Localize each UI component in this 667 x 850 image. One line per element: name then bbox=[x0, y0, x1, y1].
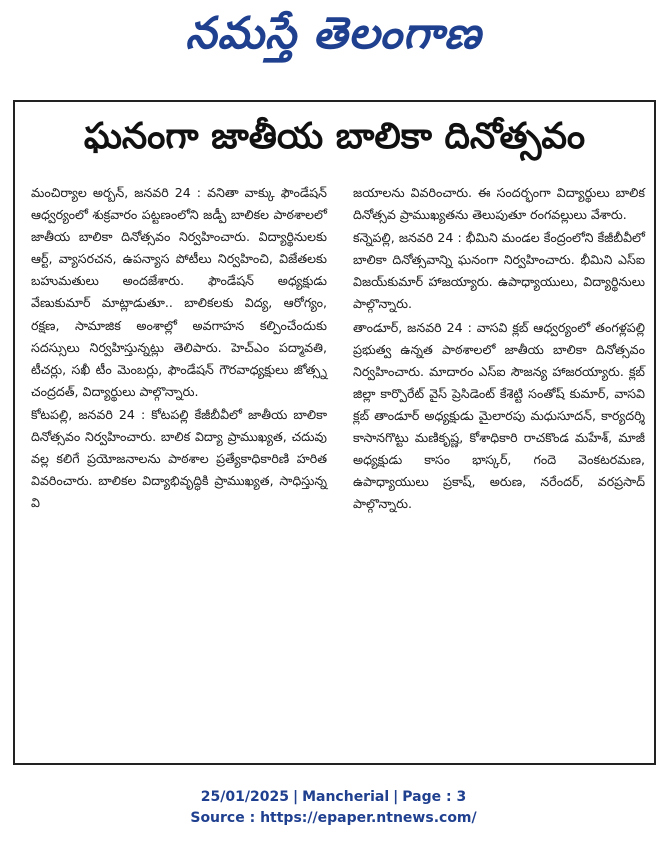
footer-separator: | bbox=[393, 789, 399, 805]
article-left-column bbox=[31, 182, 327, 515]
article-right-column bbox=[353, 182, 645, 516]
footer-date: 25/01/2025 bbox=[200, 789, 289, 805]
paragraph-mancherial: మంచిర్యాల అర్బన్, జనవరి 24 : వనితా వాక్కు ఫౌండేషన్ ఆధ్వర్యంలో శుక్రవారం పట్టణంలోని జడ్పీ బాలికల పాఠశాలలో జాతీయ బాలికా దినోత్సవం నిర్వహించారు. విద్యార్థినులకు ఆర్ట్, వ్యాసరచన, ఉపన్యాస పోటీలు నిర్వహించి, విజేతలకు బహుమతులు అందజేశారు. ఫౌండేషన్ అధ్యక్షుడు వేణుకుమార్ మాట్లాడుతూ.. బాలికలకు విద్య, ఆరోగ్యం, రక్షణ, సామాజిక అంశాల్లో అవగాహన కల్పించేందుకు సదస్సులు నిర్వహిస్తున్నట్లు తెలిపారు. హెచ్ఎం పద్మావతి, టీచర్లు, సఖీ టీం మెంబర్లు, ఫౌండేషన్ గౌరవాధ్యక్షులు జోత్స్న చంద్రదత్, విద్యార్థులు పాల్గొన్నారు. bbox=[31, 185, 327, 399]
paragraph-tandur: తాండూర్, జనవరి 24 : వాసవి క్లబ్ ఆధ్వర్యంలో తంగళ్లపల్లి ప్రభుత్వ ఉన్నత పాఠశాలలో జాతీయ బాలికా దినోత్సవం నిర్వహించారు. మాదారం ఎస్ఐ సౌజన్య హాజరయ్యారు. క్లబ్ జిల్లా కార్పొరేట్ వైస్ ప్రెసిడెంట్ కేశెట్టి సంతోష్ కుమార్, వాసవి క్లబ్ తాండూర్ అధ్యక్షుడు మైలారపు మధుసూదన్, కార్యదర్శి కాసానగొట్టు మణికృష్ణ, కోశాధికారి రాచకొండ మహేశ్, మాజీ అధ్యక్షుడు కాసం భాస్కర్, గందె వెంకటరమణ, ఉపాధ్యాయులు ప్రకాష్, అరుణ, నరేందర్, వరప్రసాద్ పాల్గొన్నారు. bbox=[353, 319, 645, 512]
masthead-title: నమస్తే తెలంగాణ bbox=[185, 8, 482, 59]
news-clipping bbox=[13, 100, 656, 765]
paragraph-continuation: జయాలను వివరించారు. ఈ సందర్భంగా విద్యార్థులు బాలిక దినోత్సవ ప్రాముఖ్యతను తెలుపుతూ రంగవల్లులు వేశారు. bbox=[353, 185, 645, 223]
footer-edition: Mancherial bbox=[302, 789, 390, 805]
headline bbox=[15, 110, 654, 172]
headline-text: ఘనంగా జాతీయ బాలికా దినోత్సవం bbox=[83, 116, 586, 157]
footer-edition-line bbox=[0, 789, 667, 805]
footer-source-line bbox=[0, 810, 667, 826]
masthead bbox=[0, 0, 667, 78]
paragraph-kannepalli: కన్నెపల్లి, జనవరి 24 : భీమిని మండల కేంద్రంలోని కేజీబీవీలో బాలికా దినోత్సవాన్ని ఘనంగా నిర్వహించారు. భీమిని ఎస్ఐ విజయ్‌కుమార్ హాజయ్యారు. ఉపాధ్యాయులు, విద్యార్థినులు పాల్గొన్నారు. bbox=[353, 230, 645, 312]
footer-separator: | bbox=[292, 789, 299, 805]
paragraph-kotapalli: కోటపల్లి, జనవరి 24 : కోటపల్లి కేజీబీవీలో జాతీయ బాలికా దినోత్సవం నిర్వహించారు. బాలిక విద్యా ప్రాముఖ్యత, చదువు వల్ల కలిగే ప్రయోజనాలను పాఠశాల ప్రత్యేకాధికారిణి హరిత వివరించారు. బాలికల విద్యాభివృద్ధికి ప్రాముఖ్యత, సాధిస్తున్న వి bbox=[31, 406, 327, 511]
footer-source-link[interactable]: Source : https://epaper.ntnews.com/ bbox=[190, 810, 477, 826]
footer-page: Page : 3 bbox=[402, 789, 467, 805]
